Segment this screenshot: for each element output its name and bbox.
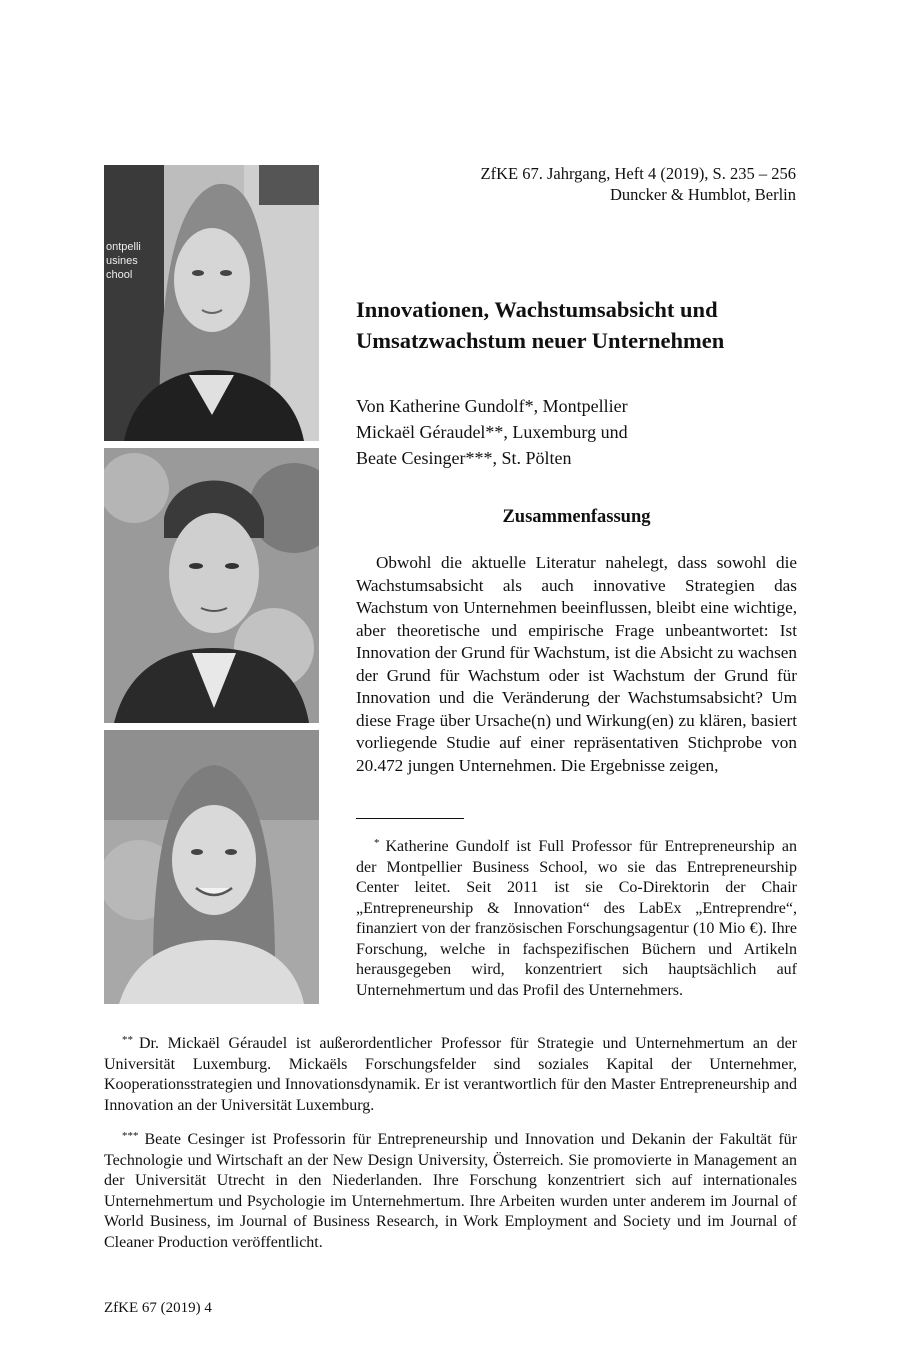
author-photo-cesinger [104,730,319,1004]
footnote-divider [356,818,464,819]
svg-text:usines: usines [106,255,138,267]
summary-heading: Zusammenfassung [502,507,651,527]
footnote-text: Katherine Gundolf ist Full Professor für Entrepreneurship an der Montpellier Business School, wo sie das Entrepreneurship Center leitet. Seit 2011 ist sie Co-Direktorin der Chair „Entrepreneurship & Innovation“ des LabEx „Entreprendre“, finanziert von der französischen Forschungsagentur (10 Mio €). Ihre Forschung, welche in fachspezifischen Büchern und Artikeln herausgegeben wird, konzentriert sich hauptsächlich auf Unternehmertum und das Profil des Unternehmers. [356,838,797,999]
footnote-mark: * [374,837,380,849]
author-cesinger: Beate Cesinger***, St. Pölten [356,448,572,468]
summary-text: Obwohl die aktuelle Literatur nahelegt, dass sowohl die Wachstumsabsicht als auch innovative Strategien das Wachstum von Unternehmen beeinflussen, bleibt eine wichtige, aber theoretische und empirische Frage unbeantwortet: Ist Innovation der Grund für Wachstum, ist die Absicht zu wachsen der Grund für Wachstum oder ist Wachstum der Grund für Innovation und die Veränderung der Wachstumsabsicht? Um diese Frage über Ursache(n) und Wirkung(en) zu klären, basiert vorliegende Studie auf einer repräsentativen Stichprobe von 20.472 jungen Unternehmen. Die Ergebnisse zeigen, [356,553,797,775]
footnote-mark: ** [122,1034,133,1046]
footnote-gundolf [356,833,797,1001]
journal-info [481,163,796,205]
page-footer: ZfKE 67 (2019) 4 [104,1300,212,1316]
publisher-line: Duncker & Humblot, Berlin [609,185,796,204]
footnote-text: Beate Cesinger ist Professorin für Entrepreneurship und Innovation und Dekanin der Fakultät für Technologie und Wirtschaft an der New Design University, Österreich. Sie promovierte in Management an der Universität Utrecht in den Niederlanden. Ihre Forschung konzentriert sich auf internationales Unternehmertum und Psychologie im Unternehmertum. Ihre Arbeiten wurden unter anderem im Journal of World Business, im Journal of Business Research, in Work Employment and Society und im Journal of Cleaner Production veröffentlicht. [104,1131,797,1251]
article-title [356,294,797,356]
journal-issue-line: ZfKE 67. Jahrgang, Heft 4 (2019), S. 235 – 256 [480,164,796,183]
footnote-mark: *** [122,1130,139,1142]
author-geraudel: Mickaël Géraudel**, Luxemburg und [356,422,628,442]
article-title-line-1: Innovationen, Wachstumsabsicht und [356,297,718,322]
author-photo-geraudel [104,448,319,723]
author-photo-gundolf [104,165,319,441]
background-sign-text: ontpelli [106,241,141,253]
footnote-text: Dr. Mickaël Géraudel ist außerordentlicher Professor für Strategie und Unternehmertum an der Universität Luxemburg. Mickaëls Forschungsfelder sind soziales Kapital der Unternehmer, Kooperationsstrategien und Innovationsdynamik. Er ist verantwortlich für den Master Entrepreneurship and Innovation an der Universität Luxemburg. [104,1035,797,1114]
author-list [356,393,797,471]
footnote-geraudel [104,1030,797,1116]
article-title-line-2: Umsatzwachstum neuer Unternehmen [356,328,725,353]
footnote-cesinger [104,1126,797,1253]
author-gundolf: Von Katherine Gundolf*, Montpellier [356,396,628,416]
svg-text:chool: chool [106,269,133,281]
